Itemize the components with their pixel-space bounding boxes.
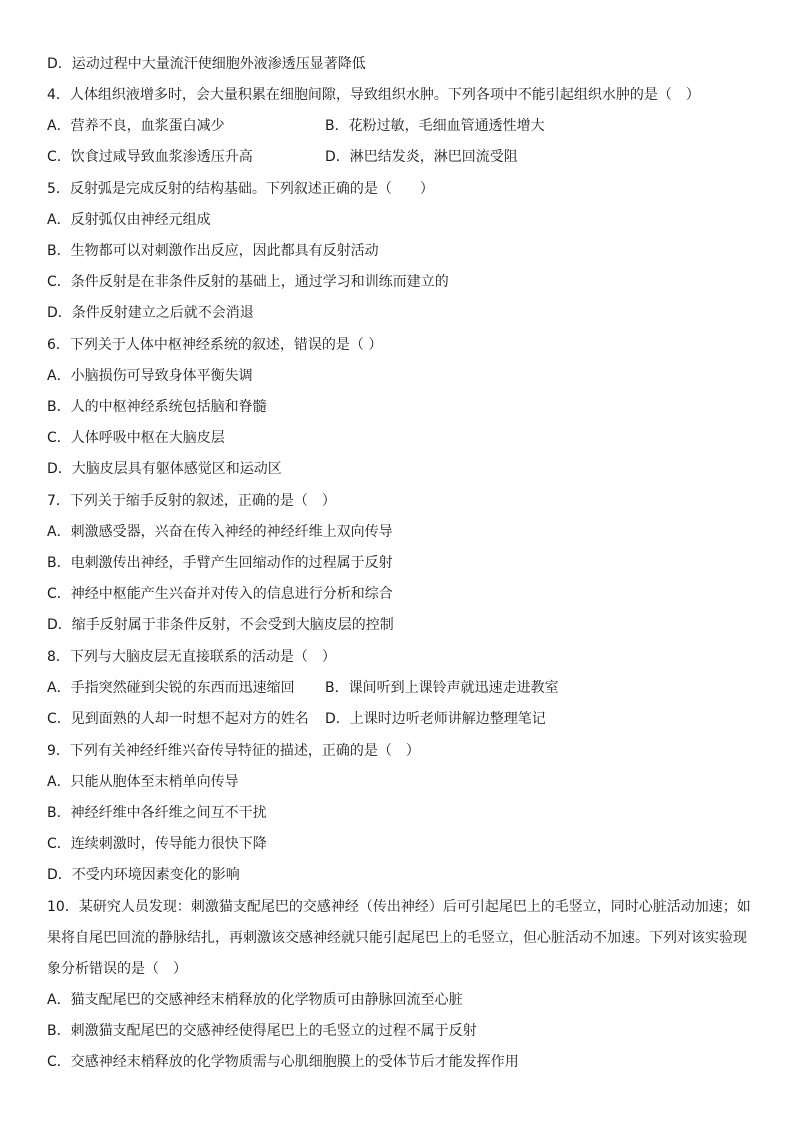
q6-option-d: D．大脑皮层具有躯体感觉区和运动区: [47, 461, 282, 477]
q10-option-b: B．刺激猫支配尾巴的交感神经使得尾巴上的毛竖立的过程不属于反射: [47, 1023, 477, 1039]
q8-option-c: C．见到面熟的人却一时想不起对方的姓名: [47, 711, 309, 727]
q10-stem-line-3: 象分析错误的是（ ）: [47, 961, 187, 977]
q9-stem: 9．下列有关神经纤维兴奋传导特征的描述，正确的是（ ）: [47, 743, 420, 759]
q4-stem: 4．人体组织液增多时，会大量积累在细胞间隙，导致组织水肿。下列各项中不能引起组织水肿的是（ ）: [47, 87, 700, 103]
q8-option-a: A．手指突然碰到尖锐的东西而迅速缩回: [47, 680, 295, 696]
q5-option-c: C．条件反射是在非条件反射的基础上，通过学习和训练而建立的: [47, 274, 449, 290]
q5-option-d: D．条件反射建立之后就不会消退: [47, 305, 254, 321]
q9-option-a: A．只能从胞体至末梢单向传导: [47, 774, 239, 790]
q5-option-b: B．生物都可以对刺激作出反应，因此都具有反射活动: [47, 243, 379, 259]
q6-option-c: C．人体呼吸中枢在大脑皮层: [47, 430, 225, 446]
q4-option-d: D．淋巴结发炎，淋巴回流受阻: [325, 149, 518, 165]
q7-option-b: B．电刺激传出神经，手臂产生回缩动作的过程属于反射: [47, 555, 393, 571]
q9-option-b: B．神经纤维中各纤维之间互不干扰: [47, 805, 267, 821]
q9-option-c: C．连续刺激时，传导能力很快下降: [47, 836, 267, 852]
q7-option-d: D．缩手反射属于非条件反射，不会受到大脑皮层的控制: [47, 617, 394, 633]
q9-option-d: D．不受内环境因素变化的影响: [47, 867, 240, 883]
q10-option-c: C．交感神经末梢释放的化学物质需与心肌细胞膜上的受体节后才能发挥作用: [47, 1054, 519, 1070]
q4-option-a: A．营养不良，血浆蛋白减少: [47, 118, 225, 134]
q6-stem: 6．下列关于人体中枢神经系统的叙述，错误的是（ ）: [47, 337, 383, 353]
q10-option-a: A．猫支配尾巴的交感神经末梢释放的化学物质可由静脉回流至心脏: [47, 992, 463, 1008]
q5-option-a: A．反射弧仅由神经元组成: [47, 212, 211, 228]
q10-stem-line-2: 果将自尾巴回流的静脉结扎，再刺激该交感神经就只能引起尾巴上的毛竖立，但心脏活动不加速。下列对该实验现: [47, 930, 747, 946]
q4-option-b: B．花粉过敏，毛细血管通透性增大: [325, 118, 545, 134]
q6-option-a: A．小脑损伤可导致身体平衡失调: [47, 368, 253, 384]
q4-option-c: C．饮食过咸导致血浆渗透压升高: [47, 149, 253, 165]
q3-option-d: D．运动过程中大量流汗使细胞外液渗透压显著降低: [47, 56, 366, 72]
q8-option-b: B．课间听到上课铃声就迅速走进教室: [325, 680, 559, 696]
q7-option-c: C．神经中枢能产生兴奋并对传入的信息进行分析和综合: [47, 586, 393, 602]
q10-stem-line-1: 10．某研究人员发现：刺激猫支配尾巴的交感神经（传出神经）后可引起尾巴上的毛竖立，同时心脏活动加速；如: [47, 899, 751, 915]
q8-option-d: D．上课时边听老师讲解边整理笔记: [325, 711, 546, 727]
q7-stem: 7．下列关于缩手反射的叙述，正确的是（ ）: [47, 493, 336, 509]
q7-option-a: A．刺激感受器，兴奋在传入神经的神经纤维上双向传导: [47, 524, 393, 540]
q6-option-b: B．人的中枢神经系统包括脑和脊髓: [47, 399, 267, 415]
q8-stem: 8．下列与大脑皮层无直接联系的活动是（ ）: [47, 649, 336, 665]
q5-stem: 5．反射弧是完成反射的结构基础。下列叙述正确的是（ ）: [47, 181, 434, 197]
